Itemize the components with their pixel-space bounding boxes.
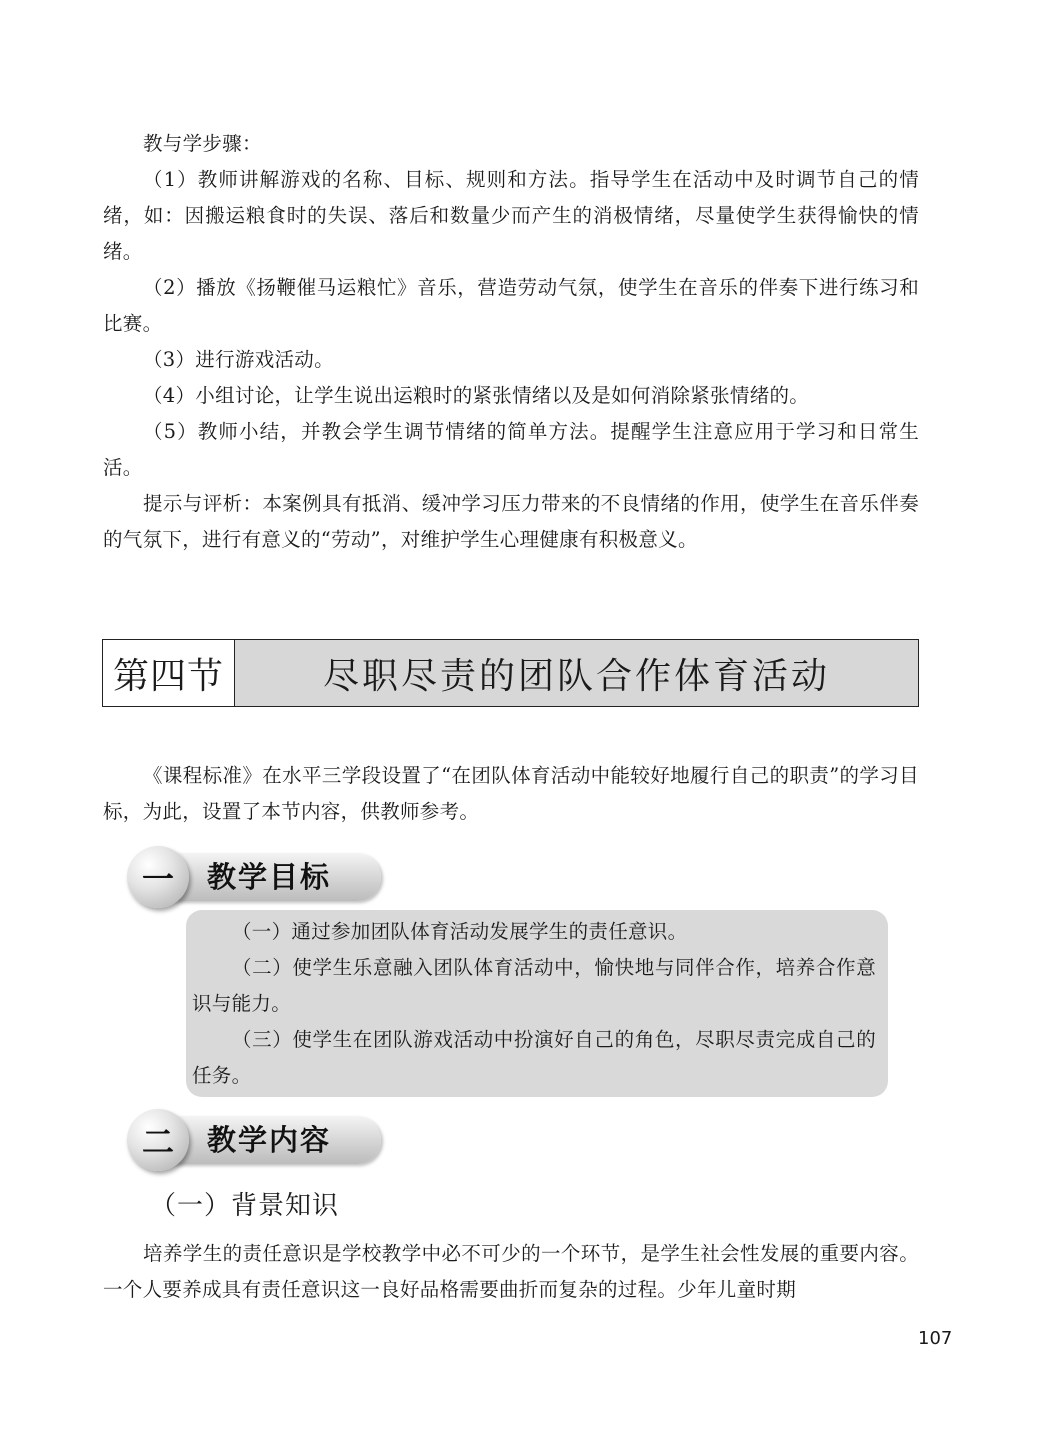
- step-2: （2）播放《扬鞭催马运粮忙》音乐，营造劳动气氛，使学生在音乐的伴奏下进行练习和比赛。: [103, 276, 919, 335]
- goal-1: （一）通过参加团队体育活动发展学生的责任意识。: [232, 920, 688, 943]
- section-title: 尽职尽责的团队合作体育活动: [322, 655, 830, 697]
- steps-title: 教与学步骤：: [143, 132, 262, 155]
- goals-box: [186, 910, 888, 1097]
- heading-number-circle: 一: [127, 846, 189, 908]
- goal-3: （三）使学生在团队游戏活动中扮演好自己的角色，尽职尽责完成自己的任务。: [192, 1028, 876, 1087]
- heading-label: 教学内容: [207, 1123, 332, 1157]
- step-4: （4）小组讨论，让学生说出运粮时的紧张情绪以及是如何消除紧张情绪的。: [143, 384, 810, 407]
- tips-paragraph: 提示与评析：本案例具有抵消、缓冲学习压力带来的不良情绪的作用，使学生在音乐伴奏的气氛下，进行有意义的“劳动”，对维护学生心理健康有积极意义。: [103, 492, 919, 551]
- subheading-background: （一）背景知识: [150, 1191, 340, 1221]
- step-3: （3）进行游戏活动。: [143, 348, 334, 371]
- goal-2: （二）使学生乐意融入团队体育活动中，愉快地与同伴合作，培养合作意识与能力。: [192, 956, 876, 1015]
- heading-teaching-goals: [127, 851, 383, 905]
- heading-teaching-content: [127, 1114, 383, 1168]
- heading-number-circle: 二: [127, 1109, 189, 1171]
- page-number: 107: [918, 1328, 953, 1349]
- section-header: [102, 639, 919, 707]
- step-5: （5）教师小结，并教会学生调节情绪的简单方法。提醒学生注意应用于学习和日常生活。: [103, 420, 919, 479]
- heading-label: 教学目标: [207, 860, 332, 894]
- background-paragraph: 培养学生的责任意识是学校教学中必不可少的一个环节，是学生社会性发展的重要内容。一个人要养成具有责任意识这一良好品格需要曲折而复杂的过程。少年儿童时期: [103, 1242, 919, 1301]
- intro-paragraph: 《课程标准》在水平三学段设置了“在团队体育活动中能较好地履行自己的职责”的学习目标，为此，设置了本节内容，供教师参考。: [103, 764, 919, 823]
- section-number: 第四节: [103, 640, 235, 706]
- step-1: （1）教师讲解游戏的名称、目标、规则和方法。指导学生在活动中及时调节自己的情绪，如：因搬运粮食时的失误、落后和数量少而产生的消极情绪，尽量使学生获得愉快的情绪。: [103, 168, 919, 263]
